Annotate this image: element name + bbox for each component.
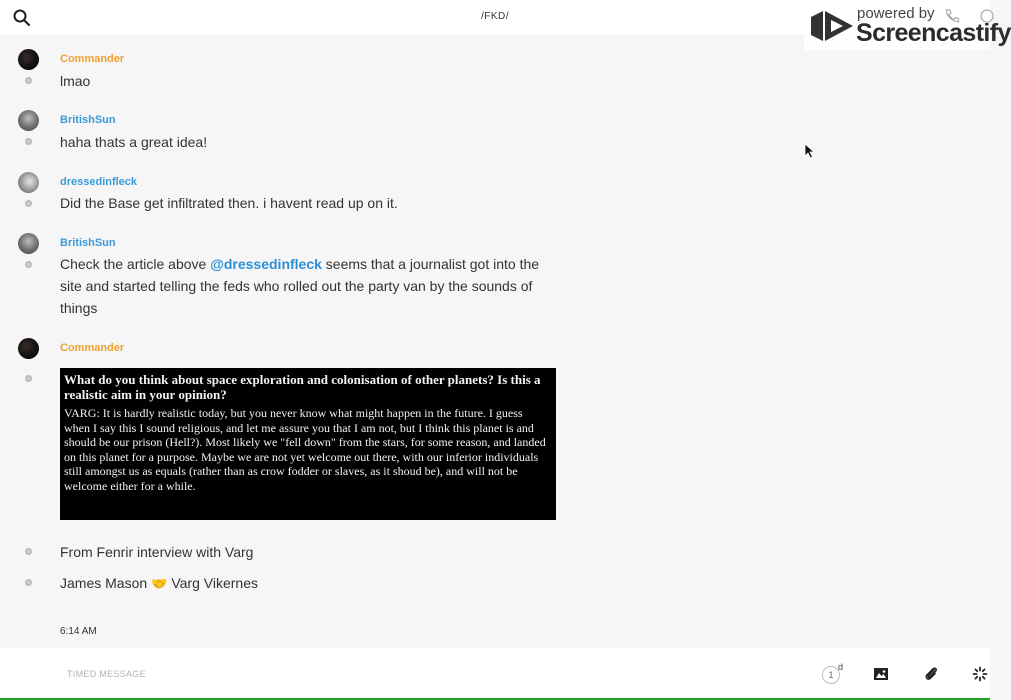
image-icon[interactable] (873, 666, 889, 682)
message-text (60, 253, 560, 319)
message-text-part: James Mason (60, 575, 148, 591)
quote-heading: What do you think about space exploration and colonisation of other planets? Is this a realistic aim in your opinion? (64, 372, 541, 402)
message-status-dot (25, 200, 32, 207)
message-text (60, 572, 258, 596)
user-mention[interactable]: @dressedinfleck (210, 256, 322, 272)
message-text: lmao (60, 73, 91, 89)
avatar[interactable] (18, 110, 39, 131)
timer-button[interactable] (822, 664, 844, 686)
handshake-emoji: 🤝 (151, 577, 168, 592)
message-status-dot (25, 77, 32, 84)
message-text-part: Check the article above (60, 256, 211, 272)
message-status-dot (25, 375, 32, 382)
timer-value: 1 (822, 666, 840, 684)
mouse-cursor-icon (804, 143, 816, 159)
message-timestamp: 6:14 AM (60, 626, 97, 637)
message-author[interactable]: dressedinfleck (60, 176, 138, 188)
message-status-dot (25, 548, 32, 555)
avatar[interactable] (18, 172, 39, 193)
avatar[interactable] (18, 338, 39, 359)
avatar[interactable] (18, 49, 39, 70)
brand-powered-by: powered by (857, 5, 935, 22)
message-status-dot (25, 579, 32, 586)
message-text-part: Varg Vikernes (171, 575, 258, 591)
paperclip-icon[interactable] (923, 666, 939, 682)
attached-quote-image[interactable] (60, 368, 556, 520)
message-author[interactable]: Commander (60, 342, 125, 354)
spinner-icon[interactable] (972, 666, 988, 682)
screencastify-logo-icon (809, 8, 855, 44)
message-text: From Fenrir interview with Varg (60, 544, 254, 560)
message-text-part: seems that a journalist got into the site and started telling the feds who rolled out the party van by the sounds of things (60, 256, 540, 316)
timed-message-input[interactable]: TIMED MESSAGE (67, 669, 146, 679)
channel-title: /FKD/ (480, 11, 510, 22)
brand-name: Screencastify (856, 19, 1011, 47)
phone-icon[interactable] (944, 8, 960, 24)
screencastify-watermark (804, 0, 1011, 50)
info-icon[interactable] (980, 9, 994, 23)
message-author[interactable]: BritishSun (60, 237, 116, 249)
quote-body: VARG: It is hardly realistic today, but you never know what might happen in the future. I guess when I say this I sound religious, and let me assure you that I am not, but I think this planet is and should be our prison (Hell?). Most likely we "fell down" from the stars, for some reason, and landed on this planet for a purpose. Maybe we are not yet welcome out there, with our inferior individuals still amongst us as equals (rather than as crow fodder or slaves, as it shoud be), and will not be welcome either for a while. (64, 406, 546, 493)
message-status-dot (25, 138, 32, 145)
message-author[interactable]: BritishSun (60, 114, 116, 126)
message-text: haha thats a great idea! (60, 134, 208, 150)
composer-bar (0, 648, 990, 698)
message-text: Did the Base get infiltrated then. i havent read up on it. (60, 195, 398, 211)
message-status-dot (25, 261, 32, 268)
timer-unit: d (838, 662, 844, 672)
avatar[interactable] (18, 233, 39, 254)
message-author[interactable]: Commander (60, 53, 125, 65)
